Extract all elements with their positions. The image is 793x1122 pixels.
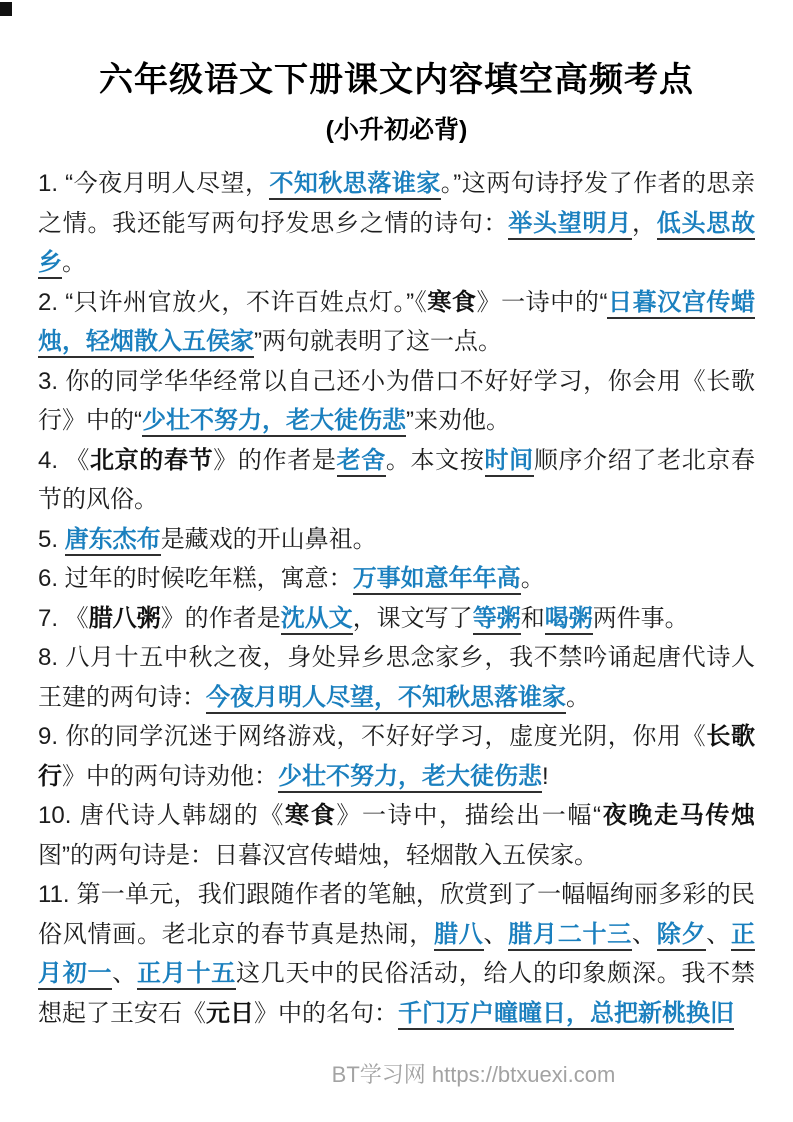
text-segment: ，: [632, 209, 657, 237]
answer-blank: 低头思故乡: [38, 210, 755, 280]
item-paragraph: [38, 362, 755, 441]
text-segment: !: [542, 762, 549, 790]
answer-blank: 老舍: [337, 447, 386, 477]
page-title: 六年级语文下册课文内容填空高频考点: [99, 61, 694, 99]
text-segment: 2. “只许州官放火，不许百姓点灯。”《: [38, 288, 428, 316]
answer-blank: 除夕: [657, 921, 707, 951]
answer-blank: 正月初一: [38, 921, 755, 991]
item-paragraph: [38, 283, 755, 362]
answer-blank: 千门万户曈曈日，总把新桃换旧: [398, 1000, 734, 1030]
item-paragraph: [38, 717, 755, 796]
text-segment: 9. 你的同学沉迷于网络游戏，不好好学习，虚度光阴，你用《: [38, 723, 707, 750]
text-segment: 3. 你的同学华华经常以自己还小为借口不好好学习，你会用《长歌行》中的“: [38, 367, 755, 434]
book-title-bold: 长歌行: [38, 723, 755, 790]
item-paragraph: [38, 559, 755, 599]
item-paragraph: [38, 638, 755, 717]
answer-blank: 少壮不努力，老大徒伤悲: [278, 763, 542, 793]
text-segment: 是藏戏的开山鼻祖。: [160, 525, 377, 553]
book-title-bold: 腊八粥: [88, 604, 161, 632]
book-title-bold: 夜晚走马传烛: [601, 802, 756, 829]
answer-blank: 日暮汉宫传蜡烛，轻烟散入五侯家: [38, 289, 755, 359]
text-segment: 》一诗中，描绘出一幅“: [336, 802, 602, 829]
answer-blank: 少壮不努力，老大徒伤悲: [142, 407, 406, 437]
book-title-bold: 北京的春节: [90, 446, 214, 474]
text-segment: 。: [62, 249, 86, 276]
text-segment: 1. “今夜月明人尽望，: [38, 170, 270, 197]
text-segment: ”来劝他。: [406, 407, 510, 434]
item-paragraph: [38, 520, 755, 560]
answer-blank: 等粥: [473, 605, 521, 635]
text-segment: 顺序介绍了老北京春节的风俗。: [38, 446, 756, 513]
text-segment: 》的作者是: [213, 446, 337, 474]
item-paragraph: [38, 875, 755, 1033]
answer-blank: 不知秋思落谁家: [269, 170, 440, 200]
text-segment: ，课文写了: [352, 604, 473, 632]
item-paragraph: [38, 599, 755, 639]
page-subtitle: (小升初必背): [325, 116, 468, 144]
book-title-bold: 元日: [206, 999, 254, 1027]
book-title-bold: 寒食: [427, 288, 477, 316]
answer-blank: 沈从文: [281, 605, 353, 635]
text-segment: 》中的两句诗劝他：: [62, 762, 278, 790]
answer-blank: 喝粥: [545, 605, 593, 635]
text-segment: 。: [566, 683, 590, 711]
answer-blank: 今夜月明人尽望，不知秋思落谁家: [206, 684, 566, 714]
answer-blank: 举头望明月: [508, 210, 632, 240]
text-segment: 和: [520, 604, 545, 632]
text-segment: 》一诗中的“: [476, 288, 608, 316]
item-paragraph: [38, 796, 755, 875]
answer-blank: 时间: [485, 447, 534, 477]
text-segment: 5.: [38, 525, 65, 553]
text-segment: 》的作者是: [160, 604, 281, 632]
item-paragraph: [38, 164, 755, 283]
text-segment: 。”这两句诗抒发了作者的思亲之情。我还能写两句抒发思乡之情的诗句：: [38, 170, 755, 237]
text-segment: 6. 过年的时候吃年糕，寓意：: [38, 565, 353, 592]
answer-blank: 万事如意年年高: [353, 565, 521, 595]
text-segment: 10. 唐代诗人韩翃的《: [38, 802, 286, 829]
text-segment: 。本文按: [385, 446, 485, 474]
text-segment: 、: [112, 960, 137, 987]
answer-blank: 唐东杰布: [65, 526, 161, 556]
text-segment: 7. 《: [38, 604, 89, 632]
text-segment: 》中的名句：: [254, 999, 398, 1027]
text-segment: 4. 《: [38, 446, 90, 474]
text-segment: 、: [706, 920, 731, 948]
book-title-bold: 寒食: [285, 802, 337, 829]
answer-blank: 腊八: [434, 921, 484, 951]
text-segment: 、: [632, 920, 657, 948]
answer-blank: 腊月二十三: [508, 921, 632, 951]
answer-blank: 正月十五: [137, 960, 236, 990]
text-segment: 、: [483, 920, 509, 948]
item-paragraph: [38, 441, 755, 520]
text-segment: 这几天中的民俗活动，给人的印象颇深。我不禁想起了王安石《: [38, 960, 755, 1027]
text-segment: 两件事。: [592, 604, 689, 632]
text-segment: ”两句就表明了这一点。: [254, 328, 502, 355]
text-segment: 11. 第一单元，我们跟随作者的笔触，欣赏到了一幅幅绚丽多彩的民俗风情画。老北京的春节真是热闹，: [38, 881, 755, 948]
text-segment: 。: [520, 565, 545, 592]
watermark-footer: BT学习网 https://btxuexi.com: [331, 1062, 616, 1087]
text-segment: 图”的两句诗是：日暮汉宫传蜡烛，轻烟散入五侯家。: [38, 841, 598, 869]
items: [38, 164, 755, 1033]
text-segment: 8. 八月十五中秋之夜，身处异乡思念家乡，我不禁吟诵起唐代诗人王建的两句诗：: [38, 644, 755, 711]
